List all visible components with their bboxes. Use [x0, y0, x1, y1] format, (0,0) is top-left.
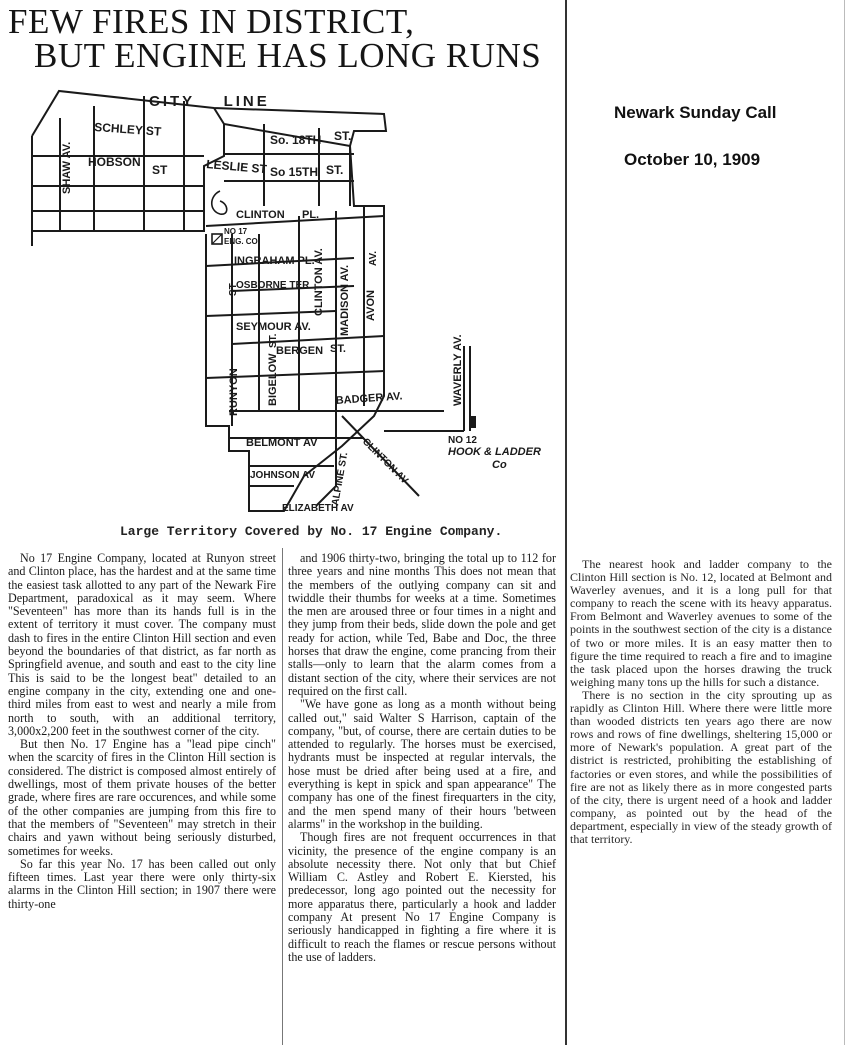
article-column-2 [288, 552, 556, 964]
paragraph: Though fires are not frequent occurrences in that vicinity, the presence of the engine company is an absolute necessity there. Not only that but Chief William C. Astley and Robert E. Kiersted, his predecessor, long ago pointed out the necessity for more apparatus there, particularly a hook and ladder company At present No 17 Engine Company is seriously handicapped in fighting a fire where it is difficult to reach the flames or rescue persons without the use of ladders. [288, 830, 556, 964]
map-label-bigelow-st: ST. [268, 333, 279, 348]
column-rule-right [565, 0, 567, 1045]
map-label-avon: AVON [365, 290, 377, 321]
map-label-clinton-pl2: PL. [302, 209, 320, 221]
publication-name: Newark Sunday Call [614, 103, 777, 122]
headline-line-2: BUT ENGINE HAS LONG RUNS [34, 36, 542, 75]
map-label-badger: BADGER AV. [335, 390, 403, 407]
paragraph: No 17 Engine Company, located at Runyon street and Clinton place, has the hardest and at the same time the easiest task allotted to any part of the Newark Fire Department, paradoxical as it may seem. Where "Seventeen" has more than its hands full is in the extent of territory it must cover. The company must dash to fires in the entire Clinton Hill section and even beyond the boundaries of that district, as far north as Springfield avenue, and south and east to the city line This is said to be the longest beat" detailed to an engine company in the city, extending one and one-third miles from east to west and nearly a mile from north to south, with an additional territory, 3,000x2,200 feet in the southwest corner of the city. [8, 551, 276, 738]
map-label-so15-st: ST. [326, 163, 344, 177]
map-label-so15: So 15TH [270, 165, 319, 179]
district-map [24, 86, 564, 518]
map-caption: Large Territory Covered by No. 17 Engine Company. [120, 524, 503, 539]
paragraph: But then No. 17 Engine has a "lead pipe cinch" when the scarcity of fires in the Clinton Hill section is considered. The district is composed almost entirely of dwellings, most of them private houses of the better grade, where fires are rare occurences, and while some of the other companies are jumping from this fire to that the members of "Seventeen" may stretch in their chairs and yawn without being seriously disturbed, sometimes for weeks. [8, 737, 276, 858]
map-label-eng-co-1: NO 17 [224, 227, 248, 236]
paragraph: "We have gone as long as a month without being called out," said Walter S Harrison, captain of the company, "but, of course, there are certain duties to be attended to regularly. The horses must be exercised, hydrants must be inspected at regular intervals, the hose must be dried after being used at a fire, and everything is kept in spick and span appearance" The company has one of the finest firequarters in the city, and the men spend many of their hours 'between alarms" in the workshop in the building. [288, 697, 556, 831]
map-label-waverly: WAVERLY AV. [452, 334, 464, 406]
headline-line-1: FEW FIRES IN DISTRICT, [8, 2, 415, 41]
map-label-elizabeth: ELIZABETH AV [282, 503, 354, 514]
map-label-bergen: BERGEN [276, 345, 324, 357]
paragraph: So far this year No. 17 has been called out only fifteen times. Last year there were only thirty-six alarms in the Clinton Hill section; in 1907 there were thirty-one [8, 856, 276, 911]
map-label-eng-co-2: ENG. CO [224, 237, 258, 246]
map-label-hook-1: NO 12 [448, 435, 477, 446]
hook-ladder-marker-icon [470, 416, 476, 428]
paragraph: The nearest hook and ladder company to the Clinton Hill section is No. 12, located at Belmont and Waverley avenues, and it is a long pull for that company to reach the scene with its heavy apparatus. From Belmont and Waverley avenues to some of the points in the southwest section of the city is a distance of two or more miles. It is an easy matter then to figure the time required to reach a fire and to imagine the task placed upon the horses drawing the truck weighing many tons up the hills for such a distance. [570, 557, 832, 689]
article-column-3 [570, 558, 832, 846]
map-label-seymour: SEYMOUR AV. [236, 321, 311, 333]
map-label-shaw: SHAW AV. [61, 141, 73, 194]
map-label-hobson-st: ST [152, 163, 168, 177]
map-label-hobson: HOBSON [88, 155, 141, 169]
creek-icon [212, 191, 227, 214]
map-label-osborne: OSBORNE TER [236, 280, 310, 291]
map-label-runyon: RUNYON [228, 368, 240, 416]
map-label-so18-st: ST. [334, 129, 352, 143]
map-label-hook-2: HOOK & LADDER [448, 446, 541, 458]
map-label-clinton-pl: CLINTON [236, 209, 285, 221]
paragraph: and 1906 thirty-two, bringing the total up to 112 for three years and nine months This does not mean that the members of the outlying company can sit and twiddle their thumbs for weeks at a time. Sometimes the men are aroused three or four times in a night and they jump from their beds, slide down the pole and get ready for action, while Ted, Babe and Doc, the three horses that draw the engine, come prancing from their stalls—only to learn that the alarm comes from a distant section of the city, where their services are not required on the first call. [288, 551, 556, 698]
map-label-clinton-av: CLINTON AV. [313, 248, 325, 316]
map-label-leslie: LESLIE ST [205, 157, 268, 177]
map-label-clinton-diag: CLINTON AV [359, 436, 410, 487]
column-rule-middle [282, 548, 283, 1045]
map-label-bigelow: BIGELOW [267, 353, 279, 406]
publication-date: October 10, 1909 [624, 150, 761, 169]
map-label-city-line: CITY LINE [149, 93, 270, 110]
map-label-madison: MADISON AV. [339, 264, 351, 336]
map-label-so18: So. 18TH [270, 133, 322, 147]
map-label-avon-av: AV. [368, 250, 379, 266]
map-label-alpine: ALPINE ST. [330, 451, 351, 507]
map-label-johnson: JOHNSON AV [250, 470, 316, 481]
map-label-ingraham: INGRAHAM PL. [234, 255, 315, 267]
article-column-1 [8, 552, 276, 911]
map-label-belmont: BELMONT AV [246, 437, 318, 449]
map-label-hook-3: Co [492, 459, 507, 471]
map-label-schley: SCHLEY ST [93, 120, 162, 139]
map-label-st-runyon: ST [228, 283, 239, 296]
paragraph: There is no section in the city sprouting up as rapidly as Clinton Hill. Where there were little more than wooded districts ten years ago there are now rows and rows of fine dwellings, sheltering 15,000 or more of Newark's population. A great part of the district is restricted, prohibiting the establishing of factories or even stores, and while the possibilities of fire are not as likely there as in more congested parts of the city, there is urgent need of a hook and ladder company, as pointed out by the head of the department, especially in view of the steady growth of that territory. [570, 687, 832, 846]
map-label-bergen-st: ST. [330, 343, 346, 355]
